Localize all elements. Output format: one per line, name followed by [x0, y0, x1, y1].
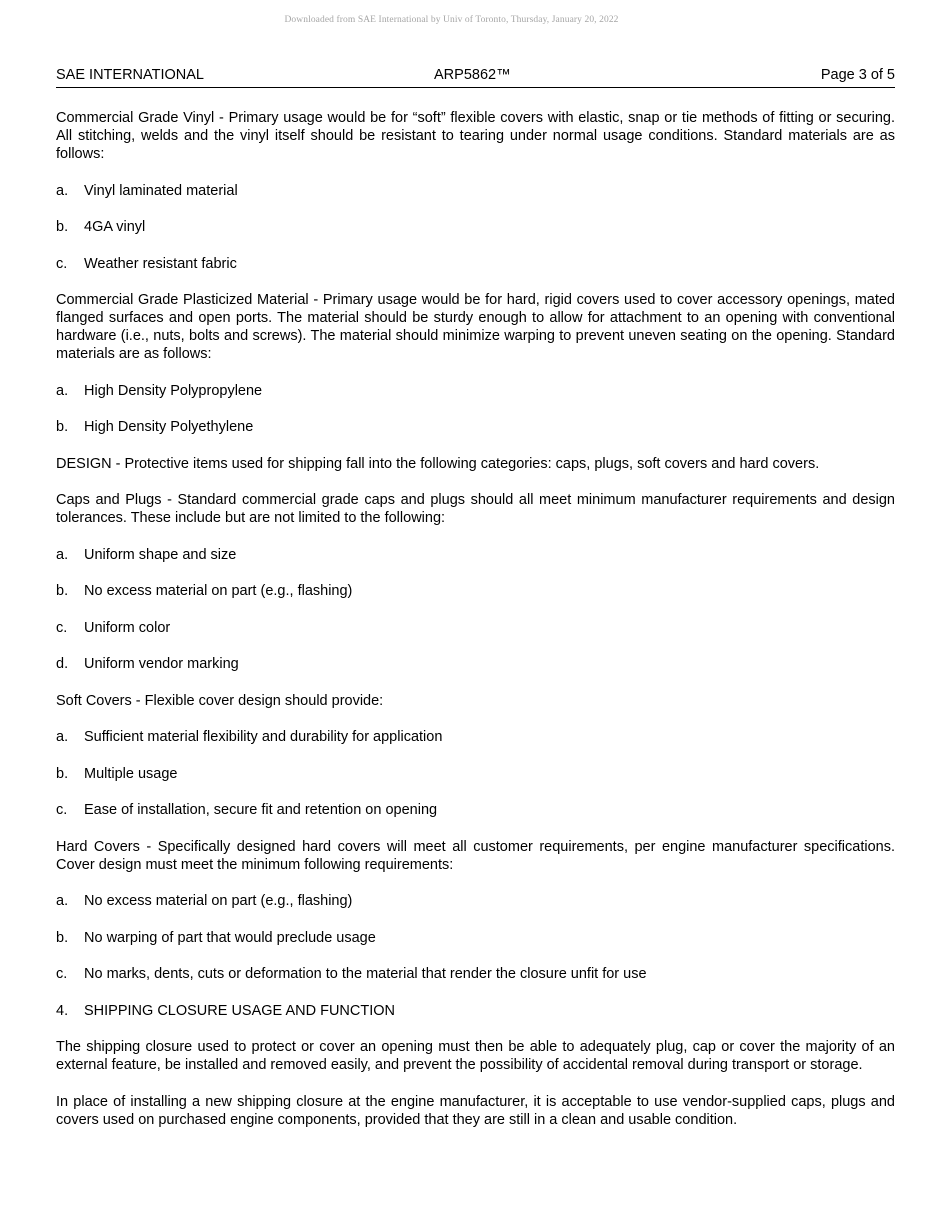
list-text: Uniform color: [84, 619, 171, 636]
list-item: [56, 728, 895, 746]
document-body: [56, 109, 895, 1129]
list-text: No warping of part that would preclude usage: [84, 929, 376, 946]
list-label: b.: [56, 419, 69, 435]
list-item: [56, 218, 895, 236]
list-item: [56, 582, 895, 600]
list-text: Uniform vendor marking: [84, 656, 239, 672]
paragraph-caps-and-plugs: Caps and Plugs - Standard commercial grade caps and plugs should all meet minimum manufacturer requirements and design tolerances. These include but are not limited to the following:: [56, 492, 895, 526]
list-label: b.: [56, 219, 69, 235]
list-label: c.: [56, 255, 68, 272]
list-label: a.: [56, 729, 69, 745]
list-text: Ease of installation, secure fit and retention on opening: [84, 802, 438, 818]
list-text: 4GA vinyl: [84, 219, 146, 235]
list-label: b.: [56, 765, 69, 782]
section-title: SHIPPING CLOSURE USAGE AND FUNCTION: [84, 1002, 395, 1019]
list-text: No excess material on part (e.g., flashing): [84, 583, 353, 599]
section-heading-shipping-closure: [56, 1002, 895, 1020]
list-item: [56, 182, 895, 200]
list-text: Weather resistant fabric: [84, 255, 237, 272]
section-number: 4.: [56, 1002, 69, 1019]
page-header: [56, 67, 895, 88]
list-label: a.: [56, 382, 69, 399]
list-item: [56, 382, 895, 400]
list-item: [56, 929, 895, 947]
list-text: High Density Polyethylene: [84, 419, 254, 435]
header-page-number: Page 3 of 5: [820, 67, 895, 83]
header-organization: SAE INTERNATIONAL: [56, 67, 204, 83]
list-item: [56, 765, 895, 783]
list-item: [56, 546, 895, 564]
list-label: c.: [56, 802, 68, 818]
list-item: [56, 418, 895, 436]
list-label: a.: [56, 893, 69, 909]
paragraph-soft-covers: Soft Covers - Flexible cover design should provide:: [56, 692, 384, 709]
list-label: b.: [56, 583, 69, 599]
paragraph-commercial-grade-vinyl: Commercial Grade Vinyl - Primary usage would be for “soft” flexible covers with elastic, snap or tie methods of fitting or securing. All stitching, welds and the vinyl itself should be resistant to tearing under normal usage conditions. Standard materials are as follows:: [56, 110, 895, 162]
list-text: No marks, dents, cuts or deformation to the material that render the closure unfit for use: [84, 966, 647, 982]
list-label: d.: [56, 656, 69, 672]
list-label: a.: [56, 182, 69, 199]
list-text: High Density Polypropylene: [84, 382, 263, 399]
list-label: b.: [56, 929, 69, 946]
download-watermark: Downloaded from SAE International by Univ of Toronto, Thursday, January 20, 2022: [284, 15, 619, 25]
paragraph-shipping-closure: The shipping closure used to protect or cover an opening must then be able to adequately plug, cap or cover the majority of an external feature, be installed and removed easily, and prevent the possibility of accidental removal during transport or storage.: [56, 1039, 895, 1073]
list-text: Vinyl laminated material: [84, 182, 238, 199]
list-label: c.: [56, 966, 68, 982]
list-text: Multiple usage: [84, 765, 178, 782]
list-item: [56, 255, 895, 273]
list-text: No excess material on part (e.g., flashing): [84, 893, 353, 909]
paragraph-hard-covers: Hard Covers - Specifically designed hard covers will meet all customer requirements, per engine manufacturer specifications. Cover design must meet the minimum following requirements:: [56, 838, 895, 873]
paragraph-vendor-supplied: In place of installing a new shipping closure at the engine manufacturer, it is acceptable to use vendor-supplied caps, plugs and covers used on purchased engine components, provided that they are still in a clean and usable condition.: [56, 1093, 895, 1128]
list-text: Sufficient material flexibility and durability for application: [84, 729, 443, 745]
list-item: [56, 801, 895, 819]
list-label: a.: [56, 546, 69, 563]
header-document-number: ARP5862™: [434, 67, 511, 83]
paragraph-commercial-grade-plasticized: Commercial Grade Plasticized Material - Primary usage would be for hard, rigid covers used to cover accessory openings, mated flanged surfaces and open ports. The material should be sturdy enough to allow for attachment to an opening with conventional hardware (i.e., nuts, bolts and screws). The material should minimize warping to prevent uneven seating on the opening. Standard materials are as follows:: [56, 292, 895, 362]
list-item: [56, 892, 895, 910]
list-item: [56, 619, 895, 637]
list-item: [56, 965, 895, 983]
paragraph-design: DESIGN - Protective items used for shipping fall into the following categories: caps, plugs, soft covers and hard covers.: [56, 455, 820, 472]
list-label: c.: [56, 619, 68, 636]
list-item: [56, 655, 895, 673]
list-text: Uniform shape and size: [84, 546, 237, 563]
